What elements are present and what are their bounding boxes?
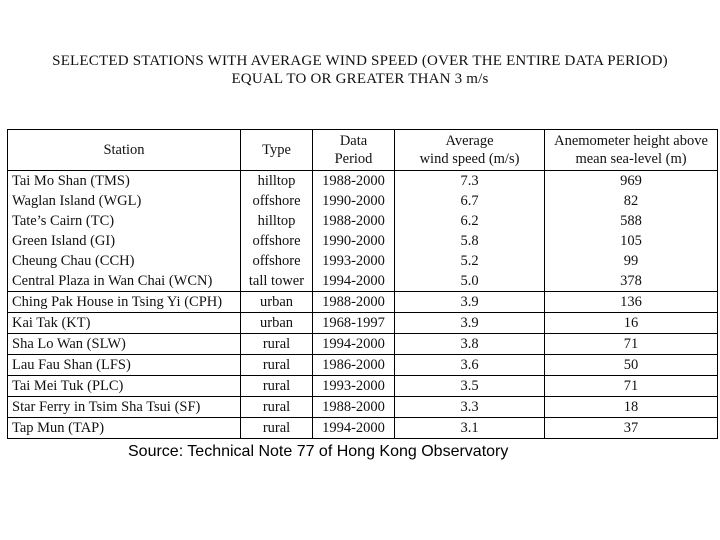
header-station: Station [8, 130, 241, 171]
cell-station: Tap Mun (TAP) [8, 418, 241, 439]
table-row [8, 334, 718, 355]
cell-station: Tai Mei Tuk (PLC) [8, 376, 241, 397]
cell-height: 18 [545, 397, 718, 418]
table-row [8, 191, 718, 211]
cell-type: hilltop [241, 171, 313, 192]
cell-period: 1988-2000 [313, 292, 395, 313]
table-row [8, 397, 718, 418]
table-row [8, 355, 718, 376]
cell-type: urban [241, 313, 313, 334]
wind-speed-table [7, 129, 718, 439]
cell-height: 82 [545, 191, 718, 211]
cell-height: 71 [545, 376, 718, 397]
cell-type: offshore [241, 191, 313, 211]
cell-speed: 7.3 [395, 171, 545, 192]
cell-height: 99 [545, 251, 718, 271]
cell-station: Kai Tak (KT) [8, 313, 241, 334]
cell-period: 1994-2000 [313, 271, 395, 292]
table-row [8, 171, 718, 192]
table-row [8, 313, 718, 334]
cell-speed: 3.8 [395, 334, 545, 355]
table-row [8, 292, 718, 313]
cell-speed: 3.6 [395, 355, 545, 376]
header-data-period: Data Period [313, 130, 395, 171]
table-row [8, 418, 718, 439]
cell-height: 50 [545, 355, 718, 376]
cell-speed: 3.3 [395, 397, 545, 418]
cell-speed: 3.9 [395, 313, 545, 334]
cell-period: 1968-1997 [313, 313, 395, 334]
cell-period: 1986-2000 [313, 355, 395, 376]
cell-type: rural [241, 418, 313, 439]
cell-type: offshore [241, 251, 313, 271]
cell-height: 71 [545, 334, 718, 355]
cell-station: Sha Lo Wan (SLW) [8, 334, 241, 355]
cell-period: 1988-2000 [313, 171, 395, 192]
cell-station: Waglan Island (WGL) [8, 191, 241, 211]
cell-type: rural [241, 334, 313, 355]
cell-type: offshore [241, 231, 313, 251]
cell-period: 1988-2000 [313, 211, 395, 231]
table-row [8, 211, 718, 231]
table-row [8, 271, 718, 292]
cell-period: 1994-2000 [313, 334, 395, 355]
cell-period: 1994-2000 [313, 418, 395, 439]
table-title-line-1: SELECTED STATIONS WITH AVERAGE WIND SPEED (OVER THE ENTIRE DATA PERIOD) [52, 53, 668, 69]
table-title [0, 52, 720, 88]
cell-speed: 5.8 [395, 231, 545, 251]
cell-period: 1993-2000 [313, 376, 395, 397]
table-row [8, 251, 718, 271]
table-row [8, 231, 718, 251]
table-title-line-2: EQUAL TO OR GREATER THAN 3 m/s [231, 71, 489, 87]
table-header-row [8, 130, 718, 171]
cell-period: 1988-2000 [313, 397, 395, 418]
cell-type: rural [241, 397, 313, 418]
cell-height: 16 [545, 313, 718, 334]
cell-type: tall tower [241, 271, 313, 292]
source-caption: Source: Technical Note 77 of Hong Kong Observatory [128, 443, 509, 460]
cell-speed: 5.0 [395, 271, 545, 292]
cell-speed: 5.2 [395, 251, 545, 271]
cell-height: 105 [545, 231, 718, 251]
cell-speed: 3.9 [395, 292, 545, 313]
cell-speed: 6.7 [395, 191, 545, 211]
header-average-wind-speed: Average wind speed (m/s) [395, 130, 545, 171]
cell-height: 136 [545, 292, 718, 313]
cell-station: Cheung Chau (CCH) [8, 251, 241, 271]
cell-station: Ching Pak House in Tsing Yi (CPH) [8, 292, 241, 313]
cell-height: 37 [545, 418, 718, 439]
cell-station: Tate’s Cairn (TC) [8, 211, 241, 231]
cell-station: Star Ferry in Tsim Sha Tsui (SF) [8, 397, 241, 418]
cell-station: Lau Fau Shan (LFS) [8, 355, 241, 376]
cell-height: 969 [545, 171, 718, 192]
cell-height: 588 [545, 211, 718, 231]
cell-period: 1990-2000 [313, 231, 395, 251]
table-row [8, 376, 718, 397]
cell-period: 1990-2000 [313, 191, 395, 211]
cell-type: hilltop [241, 211, 313, 231]
cell-station: Central Plaza in Wan Chai (WCN) [8, 271, 241, 292]
header-anemometer-height: Anemometer height above mean sea-level (m) [545, 130, 718, 171]
cell-height: 378 [545, 271, 718, 292]
cell-type: rural [241, 355, 313, 376]
cell-station: Green Island (GI) [8, 231, 241, 251]
cell-type: rural [241, 376, 313, 397]
cell-speed: 6.2 [395, 211, 545, 231]
cell-period: 1993-2000 [313, 251, 395, 271]
cell-type: urban [241, 292, 313, 313]
header-type: Type [241, 130, 313, 171]
cell-speed: 3.1 [395, 418, 545, 439]
cell-speed: 3.5 [395, 376, 545, 397]
cell-station: Tai Mo Shan (TMS) [8, 171, 241, 192]
